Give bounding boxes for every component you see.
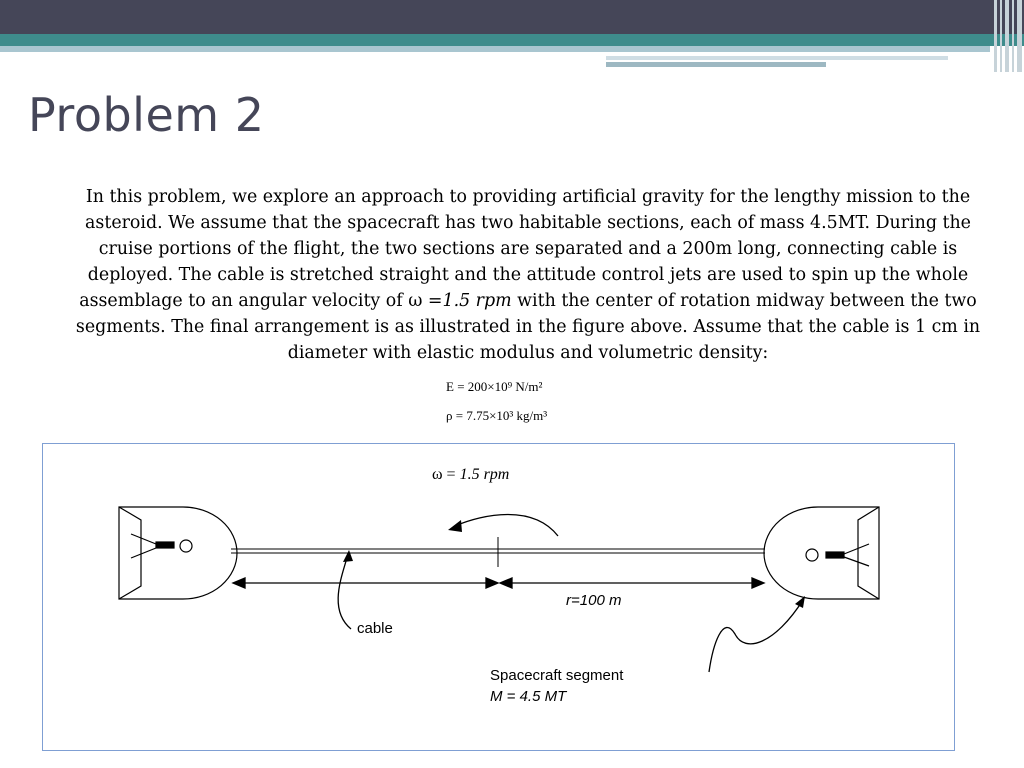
segment-label: Spacecraft segment xyxy=(490,667,624,684)
segment-pointer-head xyxy=(795,596,805,608)
header-bar xyxy=(0,0,1024,34)
cable-pointer xyxy=(338,554,351,629)
rotation-arrowhead xyxy=(448,520,462,532)
cable-label: cable xyxy=(357,620,393,637)
omega-value: 1.5 rpm xyxy=(459,466,510,483)
segment-pointer xyxy=(709,600,803,672)
problem-paragraph xyxy=(70,184,986,366)
header-accent-band xyxy=(0,34,1024,46)
paragraph-text-1: In this problem, we explore an approach to providing artificial gravity for the lengthy mission to the asteroid. We assume that the spacecraft has two habitable sections, each of mass 4.5MT. During the cruise portions of the flight, the two sections are separated and a 200m long, connecting cable is deployed. The cable is stretched straight and the attitude control jets are used to spin up the whole assemblage to an angular velocity of ω = xyxy=(79,187,971,311)
cable-pointer-head xyxy=(343,550,353,562)
right-spacecraft xyxy=(764,507,879,599)
diagram-drawing xyxy=(43,444,956,752)
header-vertical-stripes xyxy=(992,0,1024,72)
left-spacecraft xyxy=(119,507,237,599)
omega-label xyxy=(432,466,509,484)
modulus-equation: E = 200×10⁹ N/m² xyxy=(446,379,543,394)
header-light-band xyxy=(0,46,990,52)
mass-label: M = 4.5 MT xyxy=(490,688,567,705)
paragraph-omega-value: 1.5 rpm xyxy=(442,291,512,311)
density-equation: ρ = 7.75×10³ kg/m³ xyxy=(446,408,548,423)
slide-title: Problem 2 xyxy=(28,88,265,142)
omega-symbol: ω = xyxy=(432,466,456,483)
paragraph-text-2: with the center of rotation midway between the two segments. The final arrangement is as illustrated in the figure above. Assume that the cable is 1 cm in diameter with elastic modulus and volumetric density: xyxy=(75,291,981,363)
header-thin-band-2 xyxy=(606,62,826,67)
header-thin-band xyxy=(606,56,948,60)
radius-dimension xyxy=(233,578,764,588)
rotation-arrow xyxy=(455,515,558,537)
radius-label: r=100 m xyxy=(566,592,622,609)
